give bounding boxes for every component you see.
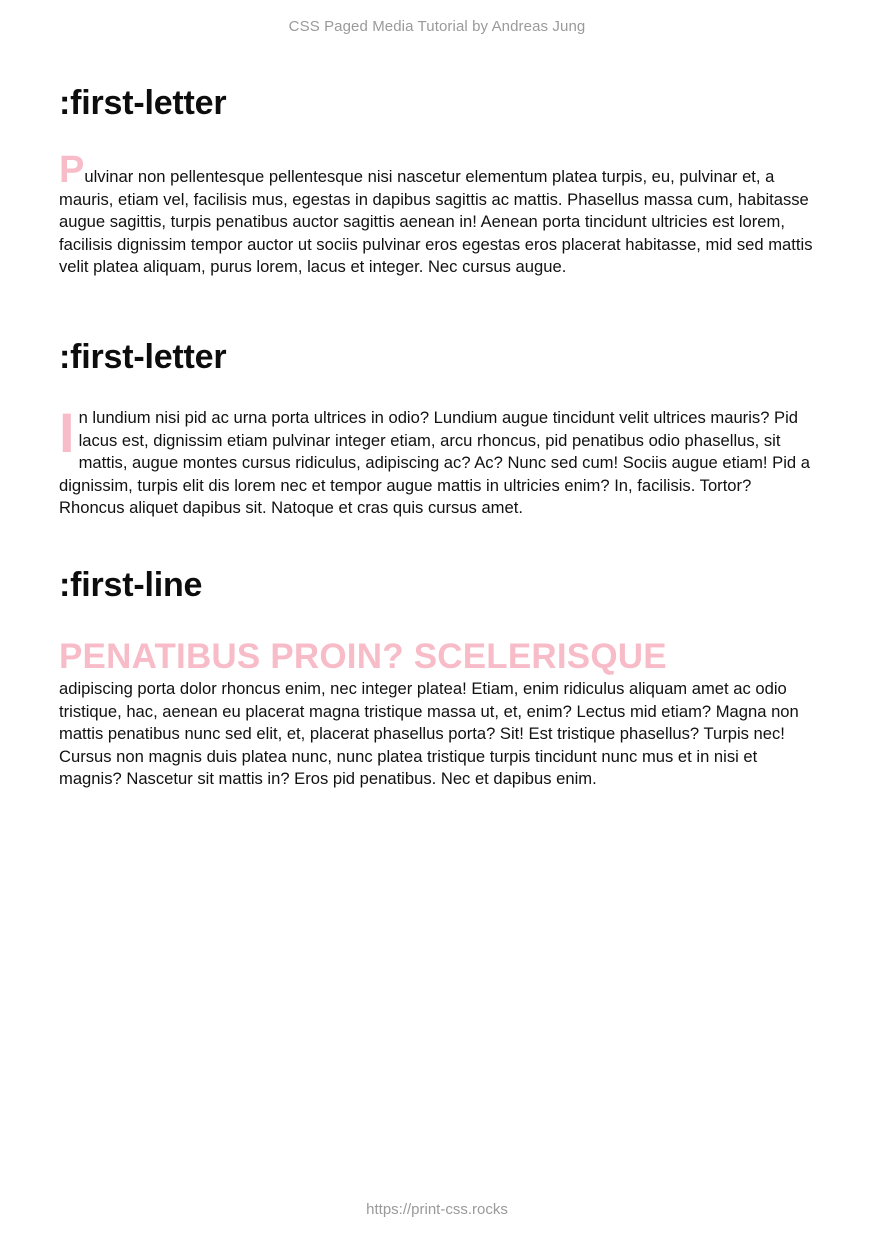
section-heading-first-line: :first-line bbox=[59, 566, 203, 604]
paragraph-first-letter-inline bbox=[59, 149, 815, 279]
paragraph-first-letter-drop bbox=[59, 401, 815, 520]
initial-letter-drop-cap: I bbox=[59, 401, 75, 464]
running-header: CSS Paged Media Tutorial by Andreas Jung bbox=[288, 18, 586, 35]
paragraph-first-line bbox=[59, 636, 815, 791]
paragraph-body: ulvinar non pellentesque pellentesque nisi nascetur elementum platea turpis, eu, pulvinar et, a mauris, etiam vel, facilisis mus, egestas in dapibus sagittis ac mattis. Phasellus massa cum, habitasse augue sagittis, turpis penatibus auctor sagittis aenean in! Aenean porta tincidunt ultricies est lorem, facilisis dignissim tempor auctor ut sociis pulvinar eros egestas eros placerat habitasse, mid sed mattis velit platea aliquam, purus lorem, lacus et integer. Nec cursus augue. bbox=[59, 167, 813, 276]
section-heading-first-letter-1: :first-letter bbox=[59, 84, 227, 122]
section-heading-first-letter-2: :first-letter bbox=[59, 338, 227, 376]
initial-letter-inline: P bbox=[59, 149, 85, 191]
first-line-styled: PENATIBUS PROIN? SCELERISQUE bbox=[59, 637, 667, 676]
paragraph-body: adipiscing porta dolor rhoncus enim, nec integer platea! Etiam, enim ridiculus aliquam amet ac odio tristique, hac, aenean eu placerat magna tristique massa ut, et, enim? Lectus mid etiam? Magna non mattis penatibus nunc sed elit, et, placerat phasellus porta? Sit! Est tristique phasellus? Turpis nec! Cursus non magnis duis platea nunc, nunc platea tristique turpis tincidunt nunc mus et in nisi et magnis? Nascetur sit mattis in? Eros pid penatibus. Nec et dapibus enim. bbox=[59, 679, 799, 788]
paragraph-body: n lundium nisi pid ac urna porta ultrices in odio? Lundium augue tincidunt velit ultrices mauris? Pid lacus est, dignissim etiam pulvinar integer etiam, arcu rhoncus, pid penatibus odio phasellus, sit mattis, augue montes cursus ridiculus, adipiscing ac? Ac? Nunc sed cum! Sociis augue etiam! Pid a dignissim, turpis elit dis lorem nec et tempor augue mattis in ultricies enim? In, facilisis. Tortor? Rhoncus aliquet dapibus sit. Natoque et cras quis cursus amet. bbox=[59, 408, 810, 517]
running-footer: https://print-css.rocks bbox=[366, 1201, 508, 1218]
